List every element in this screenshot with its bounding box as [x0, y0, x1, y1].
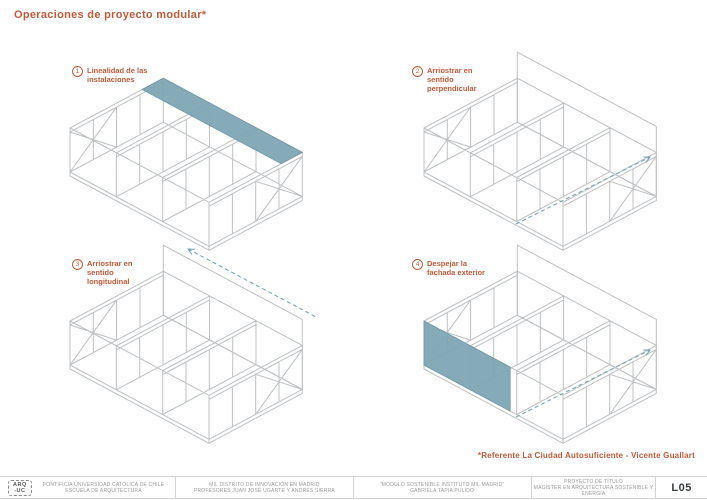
titleblock-text: MIL DISTRITO DE INNOVACIÓN EN MADRID PROFESORES JUAN JOSÉ UGARTE Y ANDRÉS SIERRA: [193, 481, 335, 494]
panel-label-text: Arriostrar en sentido perpendicular: [427, 66, 477, 93]
page-title: Operaciones de proyecto modular*: [14, 9, 207, 21]
step-number-badge: 2: [412, 66, 423, 77]
reference-note: *Referente La Ciudad Autosuficiente - Vicente Guallart: [477, 451, 695, 460]
titleblock-text: PROYECTO DE TÍTULO MAGÍSTER EN ARQUITECTURA SOSTENIBLE Y ENERGÍA: [533, 478, 654, 497]
panel-label: [412, 259, 493, 277]
panel-label-text: Arriostrar en sentido longitudinal: [87, 259, 133, 286]
sheet-number: L05: [671, 481, 692, 494]
titleblock-course-cell: [176, 477, 353, 498]
panel-arriostrar-longitudinal: [0, 243, 353, 443]
titleblock-degree-cell: [532, 477, 656, 498]
panel-label: [72, 66, 153, 84]
titleblock-sheet-cell: [656, 477, 707, 498]
panel-arriostrar-perpendicular: [354, 50, 707, 250]
panel-label-text: Despejar la fachada exterior: [427, 259, 485, 277]
titleblock-text: PONTIFICIA UNIVERSIDAD CATÓLICA DE CHILE ESCUELA DE ARQUITECTURA: [42, 481, 165, 494]
panel-label: [72, 259, 153, 286]
panel-label: [412, 66, 493, 93]
panel-label-text: Linealidad de las instalaciones: [87, 66, 148, 84]
titleblock-text: "MODULO SOSTENIBLE INSTITUTO MIL MADRID" GABRIELA TAPIA PULIDO: [379, 481, 505, 494]
step-number-badge: 1: [72, 66, 83, 77]
panel-linealidad: [0, 50, 353, 250]
arq-uc-logo: [8, 480, 32, 496]
step-number-badge: 3: [72, 259, 83, 270]
titleblock-project-cell: [354, 477, 532, 498]
step-number-badge: 4: [412, 259, 423, 270]
title-block: [0, 476, 707, 499]
titleblock-university-cell: [0, 477, 176, 498]
logo-line: -UC: [14, 487, 26, 494]
logo-line: ARQ: [13, 481, 27, 488]
panel-despejar-fachada: [354, 243, 707, 443]
